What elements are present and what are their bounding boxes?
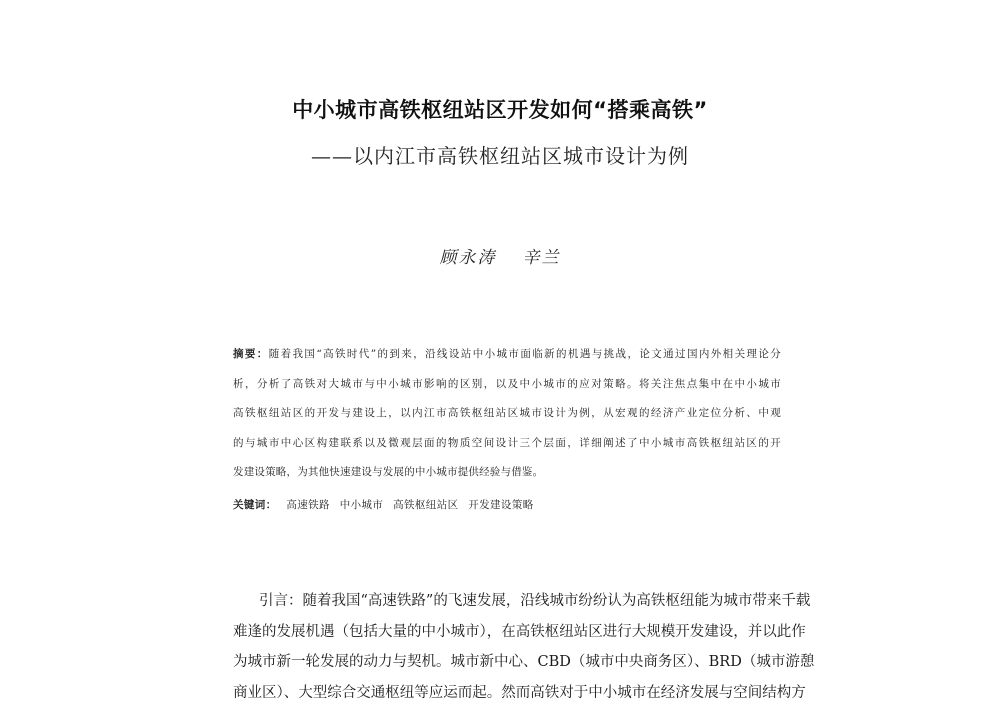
body-paragraph [233,586,815,708]
abstract-line: 的与城市中心区构建联系以及微观层面的物质空间设计三个层面，详细阐述了中小城市高铁枢纽站区的开 [233,436,781,449]
keywords-label: 关键词： [233,499,277,511]
body-line: 引言：随着我国“高速铁路”的飞速发展，沿线城市纷纷认为高铁枢纽能为城市带来千载 [259,593,811,609]
abstract-text: 随着我国“高铁时代”的到来，沿线设站中小城市面临新的机遇与挑战，论文通过国内外相关理论分 [268,348,781,360]
keyword: 高速铁路 [286,499,330,511]
body-line: 商业区）、大型综合交通枢纽等应运而起。然而高铁对于中小城市在经济发展与空间结构方 [233,684,806,701]
abstract-label: 摘要： [233,348,269,360]
author-name: 辛兰 [522,248,561,268]
author-name: 顾永涛 [439,248,497,268]
author-list [0,243,1000,268]
abstract-line: 析，分析了高铁对大城市与中小城市影响的区别，以及中小城市的应对策略。将关注焦点集中在中小城市 [233,377,781,390]
abstract-line: 发建设策略，为其他快速建设与发展的中小城市提供经验与借鉴。 [233,466,544,478]
keyword: 中小城市 [339,499,384,511]
body-line: 难逢的发展机遇（包括大量的中小城市），在高铁枢纽站区进行大规模开发建设，并以此作 [233,623,806,640]
keywords [233,497,534,512]
paper-title: 中小城市高铁枢纽站区开发如何“搭乘高铁” [292,98,708,122]
abstract [233,340,781,488]
abstract-line [233,340,781,370]
paper-subtitle: ——以内江市高铁枢纽站区城市设计为例 [311,144,689,168]
keyword: 开发建设策略 [468,499,534,511]
keyword: 高铁枢纽站区 [393,499,459,511]
body-line: 为城市新一轮发展的动力与契机。城市新中心、CBD（城市中央商务区）、BRD（城市游憩 [233,654,815,670]
abstract-line: 高铁枢纽站区的开发与建设上，以内江市高铁枢纽站区城市设计为例，从宏观的经济产业定位分析、中观 [233,407,781,419]
